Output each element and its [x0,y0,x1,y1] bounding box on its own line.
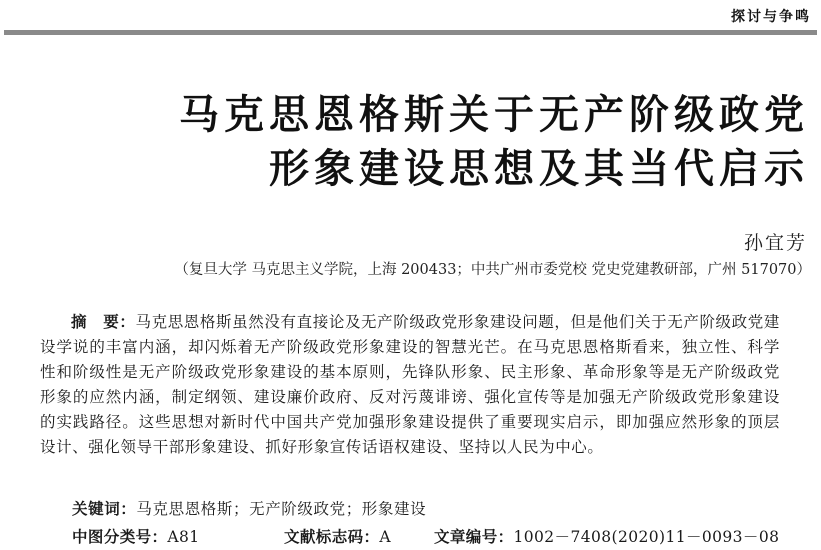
abstract-block [40,310,780,460]
title-line-1: 马克思恩格斯关于无产阶级政党 [179,92,809,138]
document-code-value: A [379,528,391,546]
article-title [179,88,809,196]
title-line-2: 形象建设思想及其当代启示 [269,146,809,192]
document-code [284,525,391,547]
column-tag: 探讨与争鸣 [731,9,811,25]
clc-value: A81 [167,528,200,546]
header-rule [4,30,817,35]
clc-number [72,525,200,547]
author-name: 孙宜芳 [743,232,807,254]
keywords-label: 关键词： [72,500,137,518]
article-number [434,525,779,547]
article-number-label: 文章编号： [434,528,514,546]
article-number-value: 1002－7408(2020)11－0093－08 [513,528,780,546]
document-code-label: 文献标志码： [284,528,380,546]
clc-label: 中图分类号： [72,528,168,546]
abstract-label: 摘 要： [71,313,136,331]
keywords-block [72,497,426,519]
keywords-text: 马克思恩格斯；无产阶级政党；形象建设 [136,500,427,518]
author-affiliation: （复旦大学 马克思主义学院，上海 200433；中共广州市委党校 党史党建教研部，广州 517070） [174,262,811,278]
abstract-text: 马克思恩格斯虽然没有直接论及无产阶级政党形象建设问题，但是他们关于无产阶级政党建设学说的丰富内涵，却闪烁着无产阶级政党形象建设的智慧光芒。在马克思恩格斯看来，独立性、科学性和阶级性是无产阶级政党形象建设的基本原则，先锋队形象、民主形象、革命形象等是无产阶级政党形象的应然内涵，制定纲领、建设廉价政府、反对污蔑诽谤、强化宣传等是加强无产阶级政党形象建设的实践路径。这些思想对新时代中国共产党加强形象建设提供了重要现实启示，即加强应然形象的顶层设计、强化领导干部形象建设、抓好形象宣传话语权建设、坚持以人民为中心。 [40,313,780,456]
